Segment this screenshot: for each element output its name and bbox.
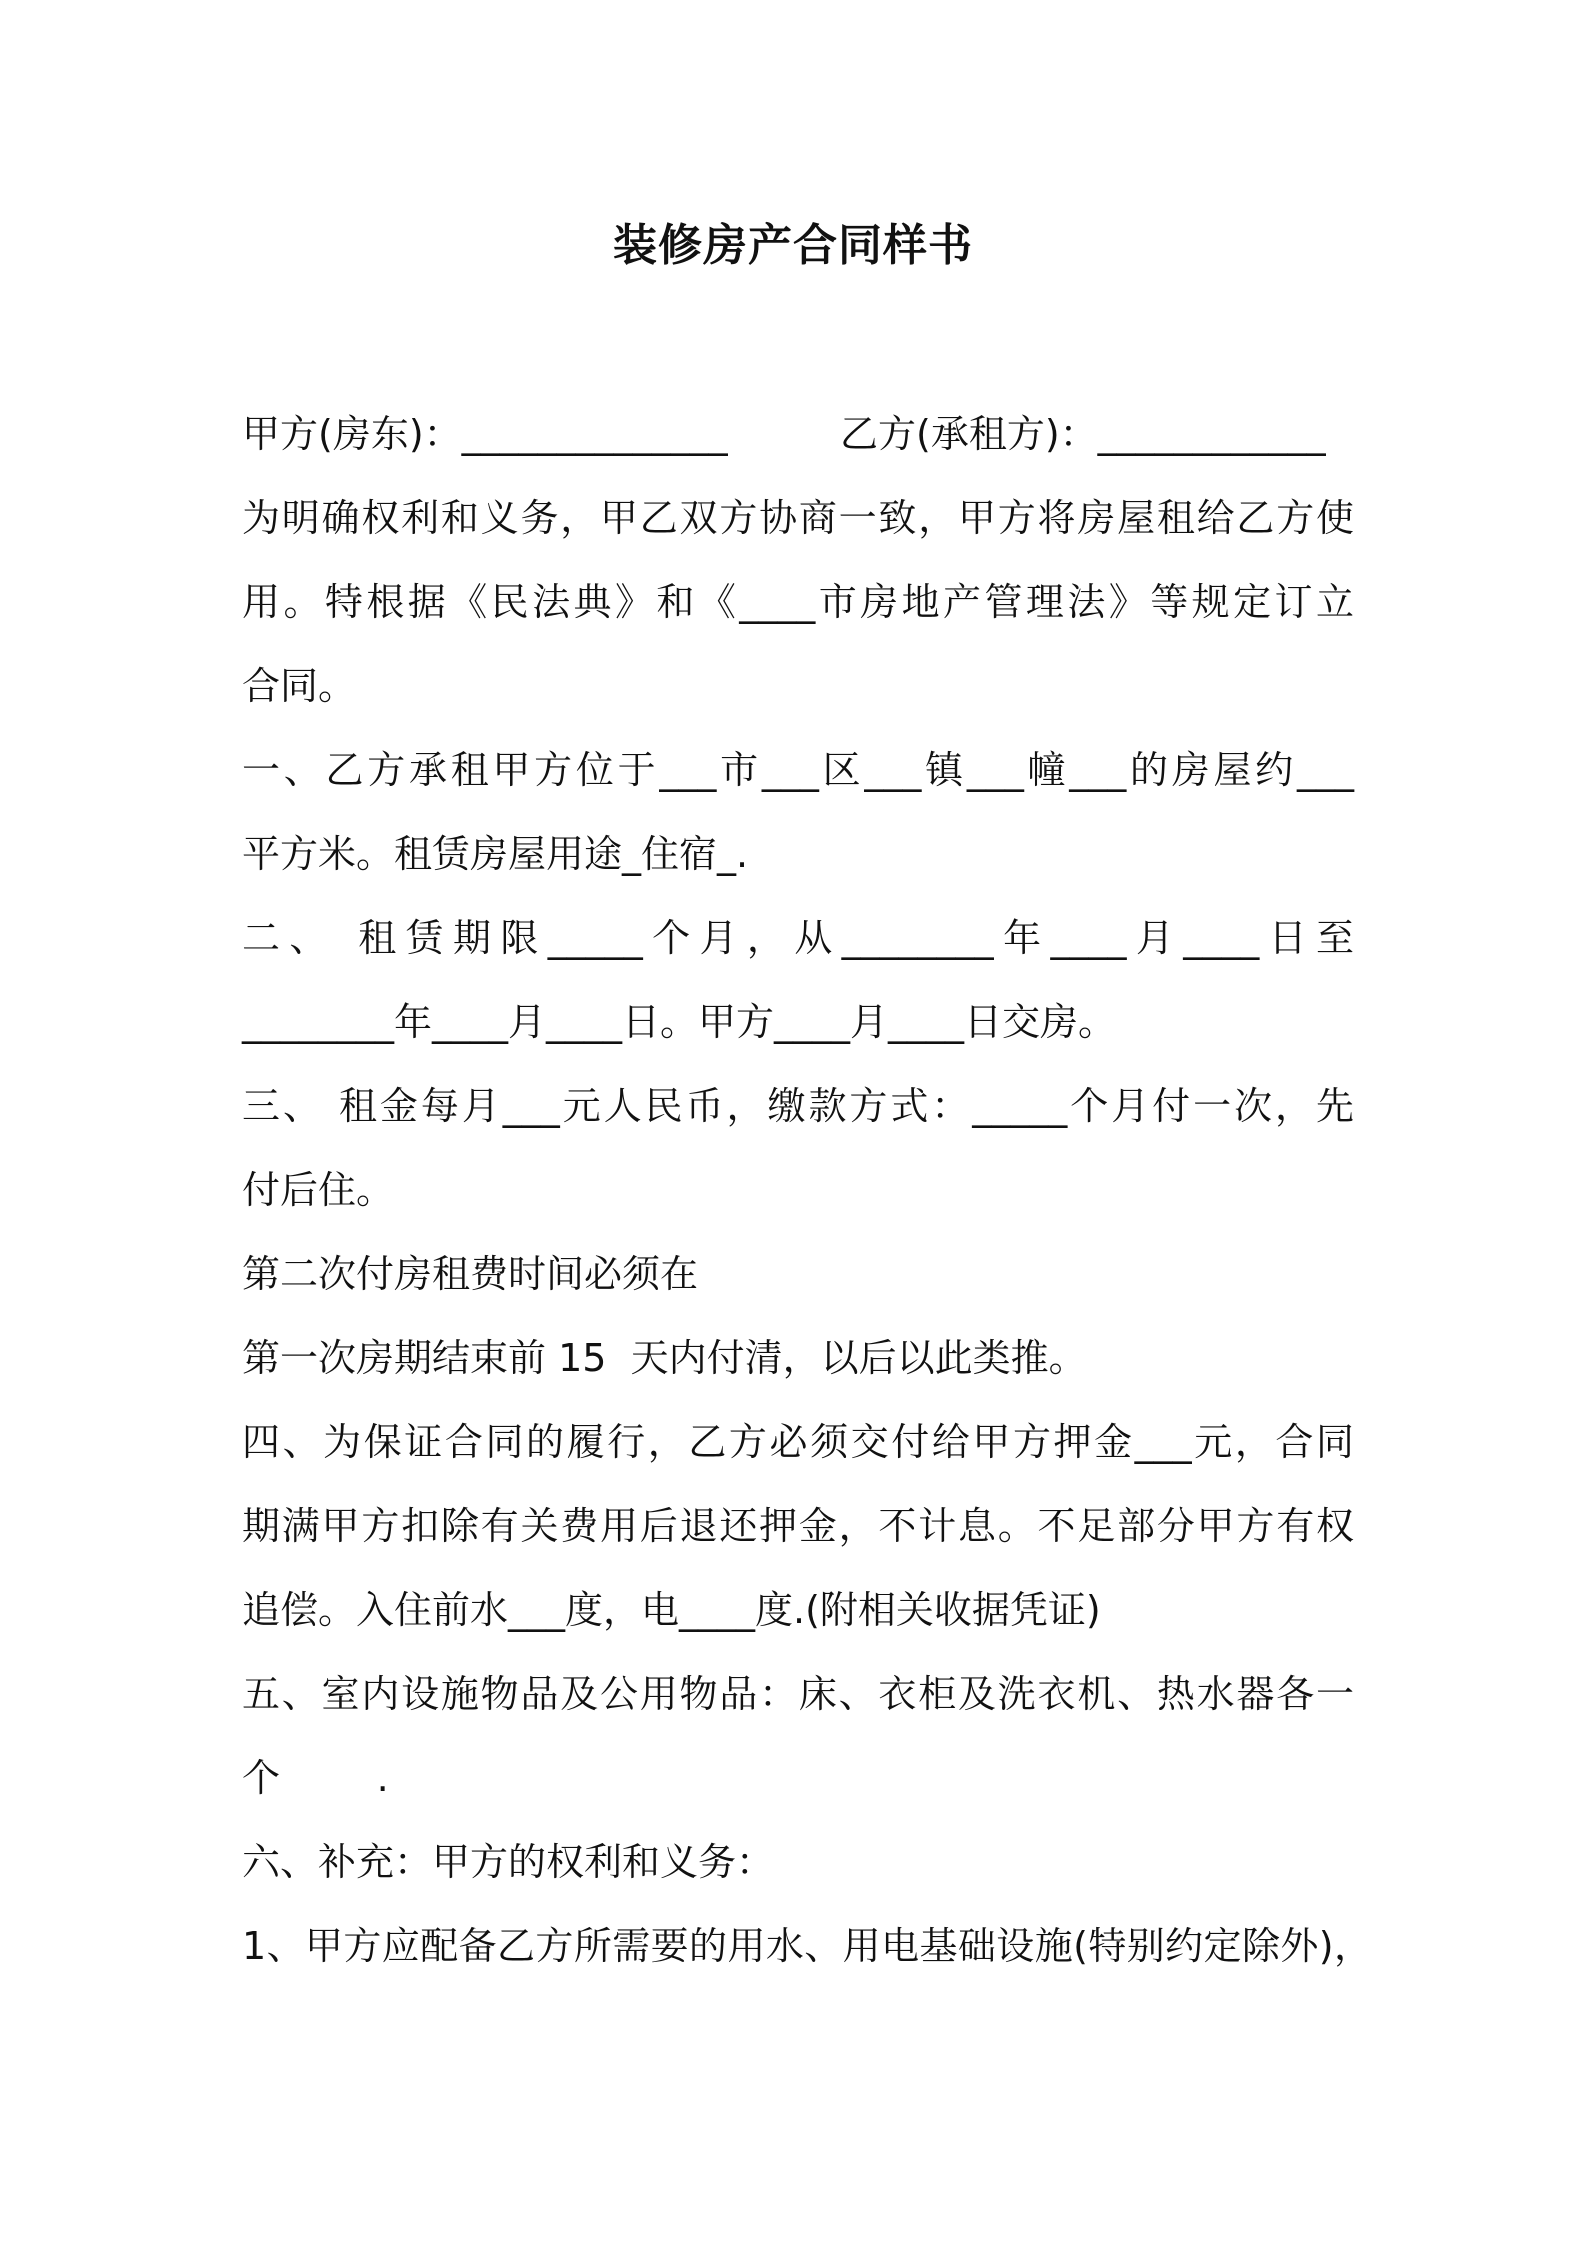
- contract-line: ________年____月____日。甲方____月____日交房。: [242, 1000, 1117, 1044]
- contract-line: 五、室内设施物品及公用物品：床、衣柜及洗衣机、热水器各一: [242, 1672, 1354, 1716]
- contract-line: 六、补充：甲方的权利和义务：: [242, 1840, 775, 1884]
- contract-line: 个 .: [242, 1756, 389, 1800]
- contract-line: 平方米。租赁房屋用途_住宿_.: [242, 832, 749, 876]
- contract-line: 第二次付房租费时间必须在: [242, 1252, 699, 1296]
- contract-line: 付后住。: [242, 1168, 395, 1212]
- contract-line: 期满甲方扣除有关费用后退还押金，不计息。不足部分甲方有权: [242, 1504, 1354, 1548]
- party-a-field: 甲方(房东)：______________: [242, 412, 728, 456]
- contract-line: 二、 租赁期限_____个月，从________年____月____日至: [242, 916, 1354, 960]
- party-b-field: 乙方(承租方)：____________: [840, 412, 1326, 456]
- document-title: 装修房产合同样书: [613, 220, 973, 271]
- contract-line: 为明确权利和义务，甲乙双方协商一致，甲方将房屋租给乙方使: [242, 496, 1354, 540]
- contract-line: 用。特根据《民法典》和《____市房地产管理法》等规定订立: [242, 580, 1354, 624]
- contract-line: 1、甲方应配备乙方所需要的用水、用电基础设施(特别约定除外)，: [242, 1924, 1372, 1968]
- contract-line: 三、 租金每月___元人民币，缴款方式：_____个月付一次，先: [242, 1084, 1354, 1128]
- contract-line: 第一次房期结束前 15 天内付清，以后以此类推。: [242, 1336, 1087, 1380]
- contract-line: 合同。: [242, 664, 357, 708]
- contract-line: 四、为保证合同的履行，乙方必须交付给甲方押金___元，合同: [242, 1420, 1354, 1464]
- contract-line: 追偿。入住前水___度，电____度.(附相关收据凭证): [242, 1588, 1101, 1632]
- contract-line: 一、乙方承租甲方位于___市___区___镇___幢___的房屋约___: [242, 748, 1354, 792]
